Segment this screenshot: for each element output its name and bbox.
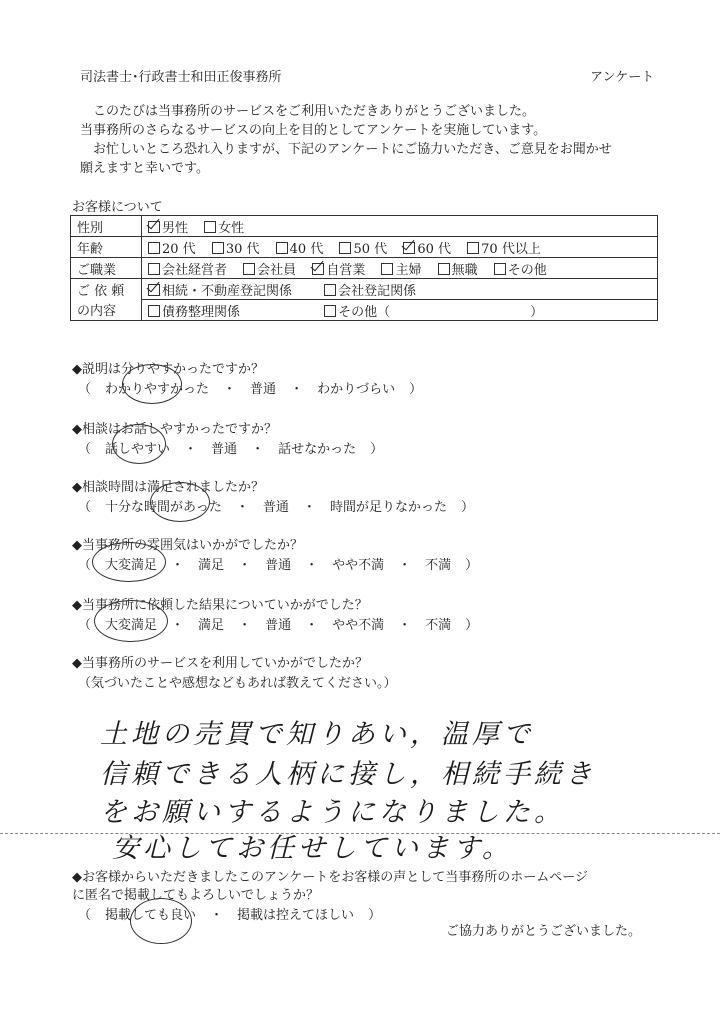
checkbox-icon[interactable] — [212, 242, 224, 254]
age-option-70[interactable]: 70 代以上 — [467, 238, 541, 257]
handwritten-comment-line-3: をお願いするようになりました。 — [100, 797, 565, 828]
question-4: ◆当事務所の雰囲気はいかがでしたか？ — [72, 538, 303, 553]
answer-4-option-3[interactable]: 普通 — [265, 558, 292, 573]
request-option-debt[interactable]: 債務整理関係 — [148, 301, 308, 320]
handwritten-comment-line-4: 安心してお任せしています。 — [112, 833, 513, 864]
answer-3-option-2[interactable]: 普通 — [262, 500, 289, 515]
gender-options — [142, 216, 658, 237]
answer-3: （ 十分な時間があった ・ 普通 ・ 時間が足りなかった ） — [78, 500, 474, 515]
gender-option-female[interactable]: 女性 — [204, 217, 244, 236]
publish-option-decline[interactable]: 掲載は控えてほしい — [237, 908, 355, 923]
age-option-30[interactable]: 30 代 — [212, 238, 260, 257]
answer-5-option-4[interactable]: やや不満 — [332, 618, 385, 633]
job-option-executive[interactable]: 会社経営者 — [148, 259, 227, 278]
request-options-2 — [142, 300, 658, 321]
request-label-2: の内容 — [71, 300, 142, 321]
question-service: ◆当事務所のサービスを利用していかがでしたか？ — [72, 656, 368, 671]
selection-circle — [92, 542, 166, 582]
checkbox-icon[interactable] — [148, 263, 160, 275]
handwritten-comment-line-1: 土地の売買で知りあい，温厚で — [100, 719, 534, 750]
answer-4: （ 大変満足 ・ 満足 ・ 普通 ・ やや不満 ・ 不満 ） — [78, 558, 479, 573]
request-label-1: ご 依 頼 — [71, 279, 142, 300]
job-option-employee[interactable]: 会社員 — [243, 259, 296, 278]
job-option-self-employed[interactable]: 自営業 — [312, 259, 365, 278]
job-option-housewife[interactable]: 主婦 — [381, 259, 421, 278]
age-option-60[interactable]: 60 代 — [403, 238, 451, 257]
age-row — [71, 237, 658, 258]
answer-1-option-3[interactable]: わかりづらい — [317, 382, 396, 397]
age-option-40[interactable]: 40 代 — [276, 238, 324, 257]
checkbox-icon[interactable] — [381, 263, 393, 275]
job-row — [71, 258, 658, 279]
request-row-1 — [71, 279, 658, 300]
answer-3-option-1[interactable]: 十分な時間があった — [105, 500, 222, 515]
checkbox-checked-icon[interactable] — [312, 263, 324, 275]
job-option-unemployed[interactable]: 無職 — [438, 259, 478, 278]
office-name: 司法書士･行政書士和田正俊事務所 — [80, 70, 282, 85]
question-5: ◆当事務所に依頼した結果についていかがでした？ — [72, 598, 368, 613]
customer-info-table — [70, 215, 658, 321]
answer-5-option-3[interactable]: 普通 — [265, 618, 292, 633]
answer-5-option-5[interactable]: 不満 — [425, 618, 452, 633]
age-options — [142, 237, 658, 258]
question-2: ◆相談はお話しやすかったですか？ — [72, 422, 277, 437]
answer-1-option-1[interactable]: わかりやすかった — [105, 382, 210, 397]
checkbox-icon[interactable] — [494, 263, 506, 275]
question-service-sub: （気づいたことや感想などもあれば教えてください。） — [78, 676, 397, 691]
question-1: ◆説明は分りやすかったですか？ — [72, 362, 264, 377]
gender-option-male[interactable]: 男性 — [148, 217, 188, 236]
checkbox-icon[interactable] — [438, 263, 450, 275]
request-row-2 — [71, 300, 658, 321]
selection-circle — [112, 424, 166, 464]
age-option-20[interactable]: 20 代 — [148, 238, 196, 257]
answer-4-option-1[interactable]: 大変満足 — [105, 558, 158, 573]
checkbox-icon[interactable] — [148, 305, 160, 317]
checkbox-icon[interactable] — [324, 284, 336, 296]
answer-1: （ わかりやすかった ・ 普通 ・ わかりづらい ） — [78, 382, 423, 397]
answer-4-option-4[interactable]: やや不満 — [332, 558, 385, 573]
selection-circle — [130, 898, 192, 944]
checkbox-icon[interactable] — [148, 242, 160, 254]
intro-line-4: 願えますと幸いです。 — [80, 161, 209, 176]
handwritten-comment-line-2: 信頼できる人柄に接し，相続手続き — [100, 759, 596, 790]
publish-question-line-1: ◆お客様からいただきましたこのアンケートをお客様の声として当事務所のホームページ — [72, 870, 588, 885]
publish-answer: （ 掲載しても良い ・ 掲載は控えてほしい ） — [78, 908, 382, 923]
selection-circle — [122, 364, 182, 404]
answer-2-option-2[interactable]: 普通 — [211, 442, 238, 457]
intro-line-3: お忙しいところ恐れ入りますが、下記のアンケートにご協力いただき、ご意見をお聞かせ — [93, 142, 612, 157]
answer-2-option-1[interactable]: 話しやすい — [105, 442, 171, 457]
checkbox-icon[interactable] — [204, 221, 216, 233]
checkbox-checked-icon[interactable] — [148, 221, 160, 233]
customer-section-title: お客様について — [72, 200, 163, 215]
answer-5-option-1[interactable]: 大変満足 — [105, 618, 158, 633]
request-options-1 — [142, 279, 658, 300]
checkbox-icon[interactable] — [276, 242, 288, 254]
answer-5-option-2[interactable]: 満足 — [198, 618, 225, 633]
checkbox-checked-icon[interactable] — [403, 242, 415, 254]
intro-line-1: このたびは当事務所のサービスをご利用いただきありがとうございました。 — [93, 104, 536, 119]
checkbox-icon[interactable] — [324, 305, 336, 317]
answer-2-option-3[interactable]: 話せなかった — [278, 442, 357, 457]
request-option-company[interactable]: 会社登記関係 — [324, 280, 416, 299]
answer-4-option-2[interactable]: 満足 — [198, 558, 225, 573]
selection-circle — [94, 600, 168, 642]
answer-2: （ 話しやすい ・ 普通 ・ 話せなかった ） — [78, 442, 384, 457]
job-label: ご職業 — [71, 258, 142, 279]
answer-1-option-2[interactable]: 普通 — [250, 382, 277, 397]
checkbox-icon[interactable] — [243, 263, 255, 275]
answer-3-option-3[interactable]: 時間が足りなかった — [329, 500, 447, 515]
thanks-message: ご協力ありがとうございました。 — [446, 924, 642, 939]
gender-label: 性別 — [71, 216, 142, 237]
age-label: 年齢 — [71, 237, 142, 258]
selection-circle — [150, 482, 210, 522]
answer-5: （ 大変満足 ・ 満足 ・ 普通 ・ やや不満 ・ 不満 ） — [78, 618, 479, 633]
publish-option-allow[interactable]: 掲載しても良い — [105, 908, 197, 923]
checkbox-icon[interactable] — [467, 242, 479, 254]
answer-4-option-5[interactable]: 不満 — [425, 558, 452, 573]
request-option-other[interactable]: その他（ ） — [324, 301, 543, 320]
intro-line-2: 当事務所のさらなるサービスの向上を目的としてアンケートを実施しています。 — [80, 123, 547, 138]
document-type: アンケート — [590, 70, 655, 85]
question-3: ◆相談時間は満足されましたか？ — [72, 480, 264, 495]
request-option-inheritance[interactable]: 相続・不動産登記関係 — [148, 280, 308, 299]
checkbox-checked-icon[interactable] — [148, 284, 160, 296]
age-option-50[interactable]: 50 代 — [339, 238, 387, 257]
gender-row — [71, 216, 658, 237]
checkbox-icon[interactable] — [339, 242, 351, 254]
publish-question-line-2: に匿名で掲載してもよろしいでしょうか？ — [72, 888, 320, 903]
job-option-other[interactable]: その他 — [494, 259, 547, 278]
job-options — [142, 258, 658, 279]
